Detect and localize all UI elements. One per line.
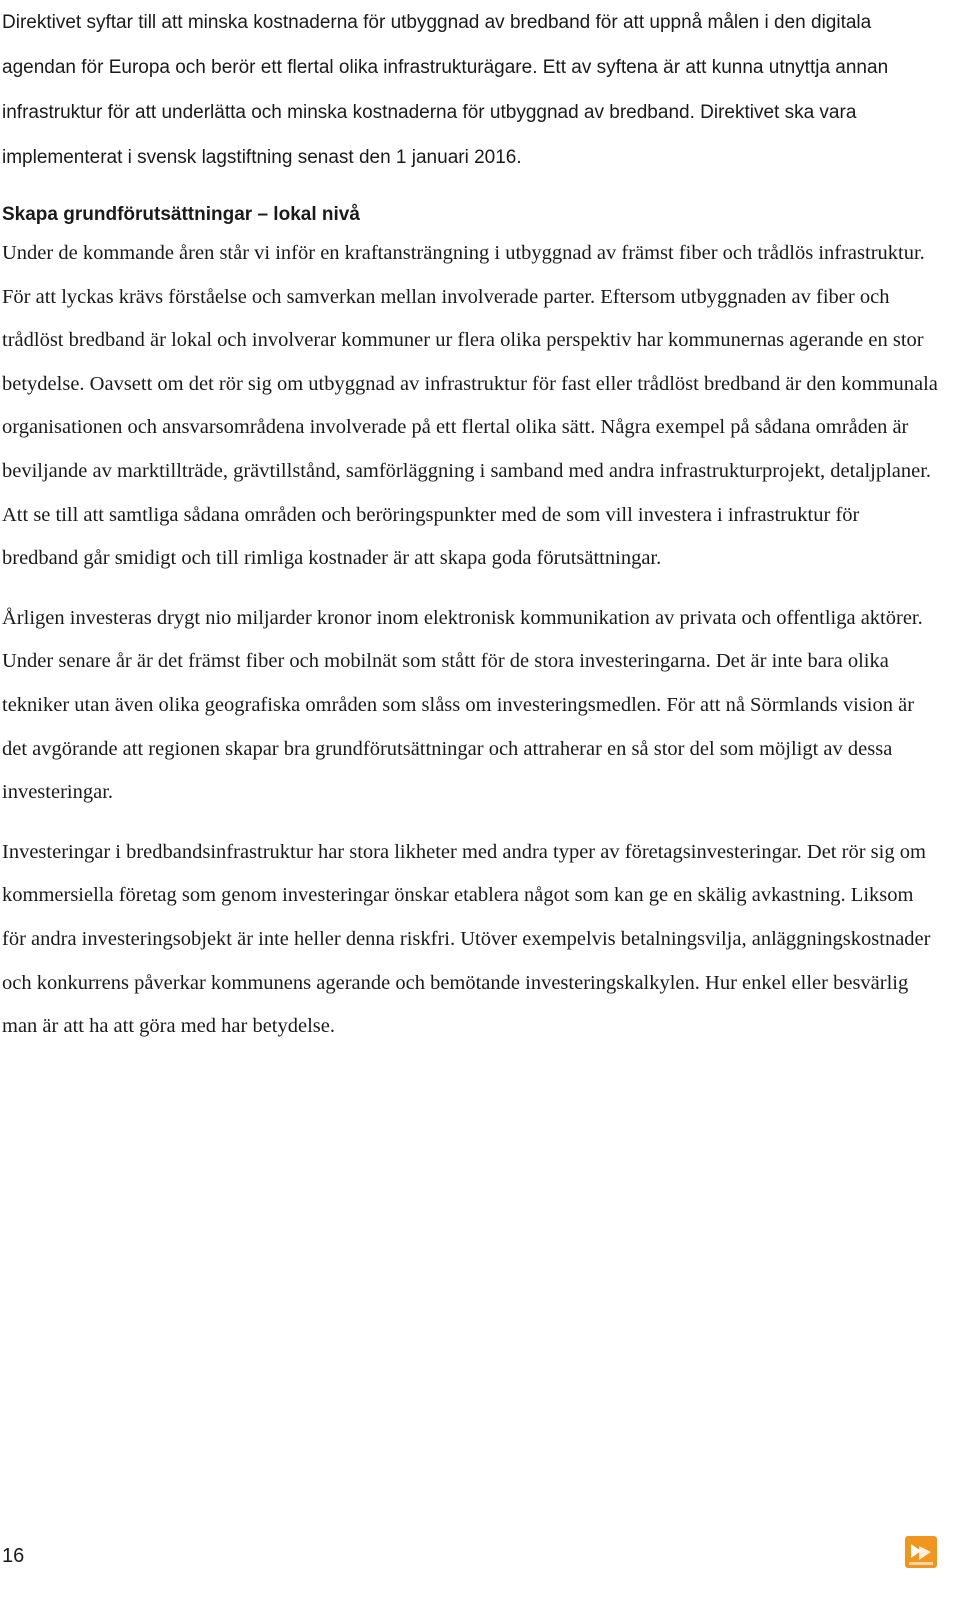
section-heading: Skapa grundförutsättningar – lokal nivå [2,204,360,225]
orange-arrow-logo-icon [905,1536,937,1568]
page-number: 16 [2,1545,25,1567]
body-paragraph-1: Under de kommande åren står vi inför en kraftansträngning i utbyggnad av främst fiber och trådlös infrastruktur. För att lyckas krävs förståelse och samverkan mellan involverade parter. Eftersom utbyggnaden av fiber och trådlöst bredband är lokal och involverar kommuner ur flera olika perspektiv har kommunernas agerande en stor betydelse. Oavsett om det rör sig om utbyggnad av infrastruktur för fast eller trådlöst bredband är den kommunala organisationen och ansvarsområdena involverade på ett flertal olika sätt. Några exempel på sådana områden är beviljande av marktillträde, grävtillstånd, samförläggning i samband med andra infrastrukturprojekt, detaljplaner. Att se till att samtliga sådana områden och beröringspunkter med de som vill investera i infrastruktur för bredband går smidigt och till rimliga kostnader är att skapa goda förutsättningar. [2,242,938,570]
document-page [2,0,938,1049]
body-paragraph-3: Investeringar i bredbandsinfrastruktur har stora likheter med andra typer av företagsinvesteringar. Det rör sig om kommersiella företag som genom investeringar önskar etablera något som kan ge en skälig avkastning. Liksom för andra investeringsobjekt är inte heller denna riskfri. Utöver exempelvis betalningsvilja, anläggningskostnader och konkurrens påverkar kommunens agerande och bemötande investeringskalkylen. Hur enkel eller besvärlig man är att ha att göra med har betydelse. [2,840,931,1038]
intro-paragraph: Direktivet syftar till att minska kostnaderna för utbyggnad av bredband för att uppnå målen i den digitala agendan för Europa och berör ett flertal olika infrastrukturägare. Ett av syftena är att kunna utnyttja annan infrastruktur för att underlätta och minska kostnaderna för utbyggnad av bredband. Direktivet ska vara implementerat i svensk lagstiftning senast den 1 januari 2016. [2,12,889,168]
body-paragraph-2: Årligen investeras drygt nio miljarder kronor inom elektronisk kommunikation av privata och offentliga aktörer. Under senare år är det främst fiber och mobilnät som stått för de stora investeringarna. Det är inte bara olika tekniker utan även olika geografiska områden som slåss om investeringsmedlen. För att nå Sörmlands vision är det avgörande att regionen skapar bra grundförutsättningar och attraherar en så stor del som möjligt av dessa investeringar. [2,606,923,804]
